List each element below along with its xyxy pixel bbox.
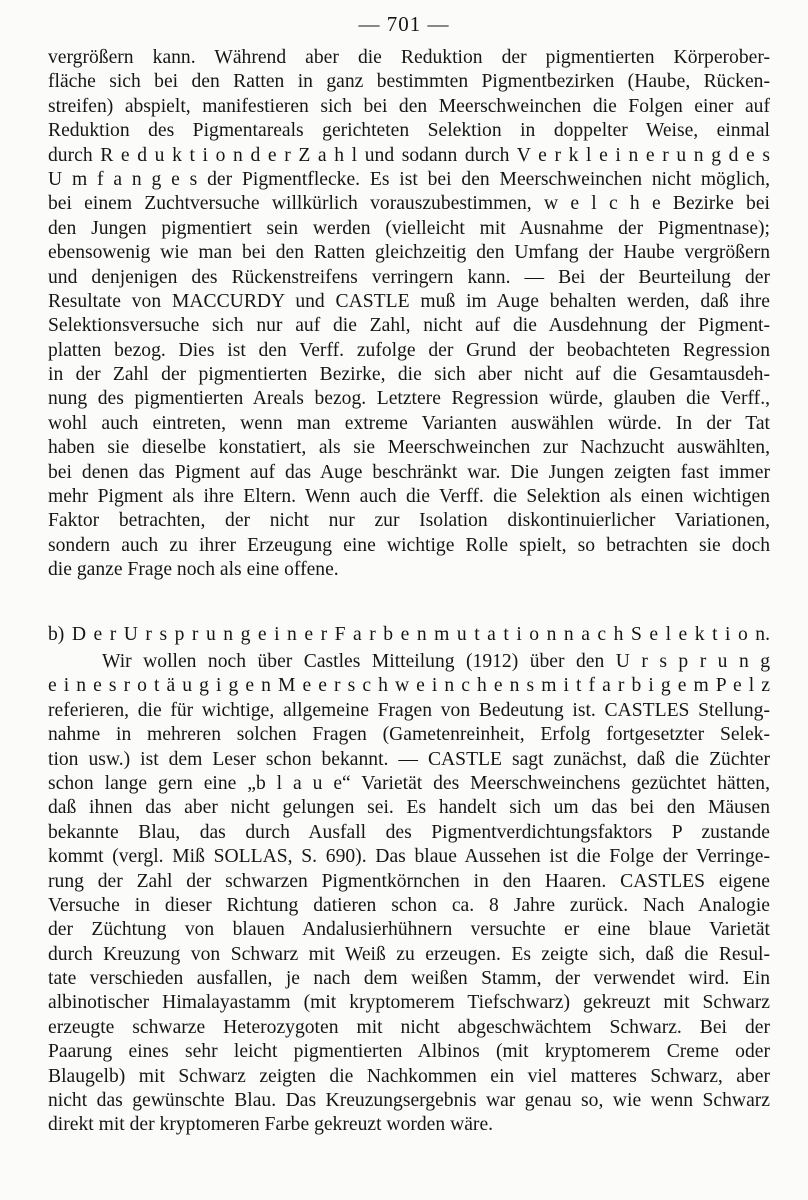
text-line: die ganze Frage noch als eine offene. [48, 559, 339, 581]
text-line: Paarung eines sehr leicht pigmentierten Albinos (mit kryptomerem Creme oder [48, 1041, 770, 1063]
text-line: durch R e d u k t i o n d e r Z a h l und sodann durch V e r k l e i n e r u n g d e s [48, 144, 770, 166]
text-line: referieren, die für wichtige, allgemeine Fragen von Bedeutung ist. CASTLES Stellung- [48, 699, 770, 721]
text-line: ebensowenig wie man bei den Ratten gleichzeitig den Umfang der Haube vergrößern [48, 242, 770, 264]
text-line: fläche sich bei den Ratten in ganz bestimmten Pigmentbezirken (Haube, Rücken- [48, 71, 770, 93]
text-line: den Jungen pigmentiert sein werden (vielleicht mit Ausnahme der Pigmentnase); [48, 217, 770, 239]
text-line: erzeugte schwarze Heterozygoten mit nicht abgeschwächtem Schwarz. Bei der [48, 1016, 770, 1038]
text-line: direkt mit der kryptomeren Farbe gekreuzt worden wäre. [48, 1114, 494, 1136]
text-line: der Züchtung von blauen Andalusierhühnern versuchte er eine blaue Varietät [48, 919, 770, 941]
text-line: kommt (vergl. Miß SOLLAS, S. 690). Das blaue Aussehen ist die Folge der Verringe- [48, 846, 770, 868]
text-line: U m f a n g e s der Pigmentflecke. Es ist bei den Meerschweinchen nicht möglich, [48, 168, 770, 190]
text-line: tate verschieden ausfallen, je nach dem weißen Stamm, der verwendet wird. Ein [48, 968, 770, 990]
text-line: wohl auch eintreten, wenn man extreme Varianten auswählen würde. In der Tat [48, 412, 770, 434]
text-line: bei einem Zuchtversuche willkürlich vorauszubestimmen, w e l c h e Bezirke bei [48, 193, 770, 215]
text-line: tion usw.) ist dem Leser schon bekannt. — CASTLE sagt zunächst, daß die Züchter [48, 748, 770, 770]
text-line: nahme in mehreren solchen Fragen (Gametenreinheit, Erfolg fortgesetzter Selek- [48, 724, 770, 746]
text-line: vergrößern kann. Während aber die Reduktion der pigmentierten Körperober- [48, 47, 770, 68]
text-line: platten bezog. Dies ist den Verff. zufolge der Grund der beobachteten Regression [48, 339, 770, 361]
paragraph-reduction-selection [48, 46, 770, 583]
text-line: Selektionsversuche sich nur auf die Zahl, nicht auf die Ausdehnung der Pigment- [48, 315, 770, 337]
text-line: e i n e s r o t ä u g i g e n M e e r s c h w e i n c h e n s m i t f a r b i g e m P e l z [48, 675, 770, 697]
text-line: mehr Pigment als ihre Eltern. Wenn auch die Verff. die Selektion als einen wichtigen [48, 486, 770, 508]
text-line: Blaugelb) mit Schwarz zeigten die Nachkommen ein viel matteres Schwarz, aber [48, 1065, 770, 1087]
text-line: und denjenigen des Rückenstreifens verringern kann. — Bei der Beurteilung der [48, 266, 770, 288]
text-line: Resultate von MACCURDY und CASTLE muß im Auge behalten werden, daß ihre [48, 290, 770, 312]
page-number: — 701 — [358, 12, 450, 36]
text-line: bekannte Blau, das durch Ausfall des Pigmentverdichtungsfaktors P zustande [48, 821, 770, 843]
text-line: in der Zahl der pigmentierten Bezirke, die sich aber nicht auf die Gesamtausdeh- [48, 364, 770, 386]
text-line: schon lange gern eine „b l a u e“ Varietät des Meerschweinchens gezüchtet hätten, [48, 772, 770, 794]
text-line: Reduktion des Pigmentareals gerichteten Selektion in doppelter Weise, einmal [48, 120, 770, 142]
text-line: haben sie dieselbe konstatiert, als sie Meerschweinchen zur Nachzucht auswählten, [48, 437, 770, 459]
text-line: nung des pigmentierten Areals bezog. Letztere Regression würde, glauben die Verff., [48, 388, 770, 410]
text-line: streifen) abspielt, manifestieren sich bei den Meerschweinchen die Folgen einer auf [48, 95, 770, 117]
text-line: albinotischer Himalayastamm (mit kryptomerem Tiefschwarz) gekreuzt mit Schwarz [48, 992, 770, 1014]
text-line: Faktor betrachten, der nicht nur zur Isolation diskontinuierlicher Variationen, [48, 510, 770, 532]
text-line: Versuche in dieser Richtung datieren schon ca. 8 Jahre zurück. Nach Analogie [48, 894, 770, 916]
text-line: bei denen das Pigment auf das Auge beschränkt war. Die Jungen zeigten fast immer [48, 461, 770, 483]
text-line: Wir wollen noch über Castles Mitteilung (1912) über den U r s p r u n g [102, 651, 770, 672]
text-line: durch Kreuzung von Schwarz mit Weiß zu erzeugen. Es zeigte sich, daß die Resul- [48, 943, 770, 965]
text-line: daß ihnen das aber nicht gelungen sei. Es handelt sich um das bei den Mäusen [48, 797, 770, 819]
text-line: sondern auch zu ihrer Erzeugung eine wichtige Rolle spielt, so betrachten sie doch [48, 534, 770, 556]
paragraph-castle-origin [48, 650, 770, 1138]
text-line: rung der Zahl der schwarzen Pigmentkörnchen in den Haaren. CASTLES eigene [48, 870, 770, 892]
text-line: nicht das gewünschte Blau. Das Kreuzungsergebnis war genau so, wie wenn Schwarz [48, 1090, 770, 1112]
section-heading: b) D e r U r s p r u n g e i n e r F a r b e n m u t a t i o n n a c h S e l e k t i o n. [48, 624, 770, 645]
